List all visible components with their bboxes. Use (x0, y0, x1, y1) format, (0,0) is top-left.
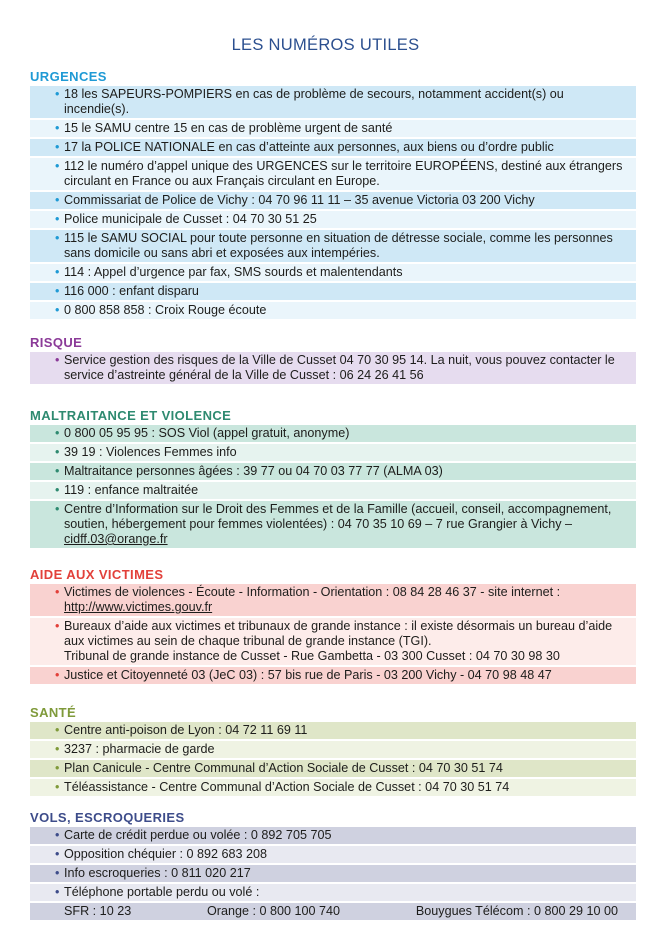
item-text: 39 19 : Violences Femmes info (64, 445, 237, 459)
item-text: Tribunal de grande instance de Cusset - Rue Gambetta - 03 300 Cusset : 04 70 30 98 30 (64, 649, 560, 663)
item-text: Centre d’Information sur le Droit des Femmes et de la Famille (accueil, conseil, accompagnement, soutien, hébergement pour femmes violentées) : 04 70 35 10 69 – 7 rue Grangier à Vichy – (64, 502, 612, 531)
bullet-icon: • (55, 464, 60, 478)
list-aide (30, 584, 636, 684)
section-title-maltraitance: MALTRAITANCE ET VIOLENCE (30, 408, 232, 423)
section-title-aide: AIDE AUX VICTIMES (30, 567, 164, 582)
item-text: Centre anti-poison de Lyon : 04 72 11 69 11 (64, 723, 308, 737)
bullet-icon: • (55, 502, 60, 516)
item-text: 116 000 : enfant disparu (64, 284, 199, 298)
item-text: 112 le numéro d’appel unique des URGENCES sur le territoire EUROPÉENS, destiné aux étrangers circulant en France ou aux Français circulant en Europe. (64, 159, 623, 188)
bullet-icon: • (55, 303, 60, 317)
section-risque (30, 334, 636, 386)
section-title-risque: RISQUE (30, 335, 83, 350)
bullet-icon: • (55, 761, 60, 775)
bullet-icon: • (55, 121, 60, 135)
list-item (30, 264, 636, 281)
victimes-website-link[interactable]: http://www.victimes.gouv.fr (64, 600, 213, 614)
list-item (30, 158, 636, 190)
bullet-icon: • (55, 159, 60, 173)
list-item (30, 120, 636, 137)
bullet-icon: • (55, 866, 60, 880)
bullet-icon: • (55, 231, 60, 245)
list-item (30, 865, 636, 882)
list-item (30, 139, 636, 156)
item-text: 119 : enfance maltraitée (64, 483, 199, 497)
bullet-icon: • (55, 828, 60, 842)
list-item (30, 501, 636, 548)
list-item (30, 211, 636, 228)
bullet-icon: • (55, 585, 60, 599)
item-text: Téléassistance - Centre Communal d’Action Sociale de Cusset : 04 70 30 51 74 (64, 780, 510, 794)
bullet-icon: • (55, 265, 60, 279)
bullet-icon: • (55, 668, 60, 682)
list-urgences (30, 86, 636, 319)
section-title-sante: SANTÉ (30, 705, 77, 720)
list-item (30, 482, 636, 499)
list-item (30, 884, 636, 901)
sfr-number: SFR : 10 23 (64, 904, 132, 918)
page-title: LES NUMÉROS UTILES (231, 36, 420, 54)
bullet-icon: • (55, 847, 60, 861)
item-text: Commissariat de Police de Vichy : 04 70 96 11 11 – 35 avenue Victoria 03 200 Vichy (64, 193, 535, 207)
item-text: Bureaux d’aide aux victimes et tribunaux de grande instance : il existe désormais un bureau d’aide aux victimes au sein de chaque tribunal de grande instance (TGI). (64, 619, 613, 648)
bullet-icon: • (55, 353, 60, 367)
list-item (30, 283, 636, 300)
bullet-icon: • (55, 742, 60, 756)
section-maltraitance (30, 407, 636, 550)
list-item (30, 86, 636, 118)
section-aide-victimes (30, 566, 636, 686)
item-text: Justice et Citoyenneté 03 (JeC 03) : 57 bis rue de Paris - 03 200 Vichy - 04 70 98 48 47 (64, 668, 552, 682)
bullet-icon: • (55, 87, 60, 101)
list-item (30, 230, 636, 262)
item-text: Maltraitance personnes âgées : 39 77 ou 04 70 03 77 77 (ALMA 03) (64, 464, 443, 478)
section-urgences (30, 68, 636, 321)
list-item (30, 444, 636, 461)
list-maltraitance (30, 425, 636, 548)
bullet-icon: • (55, 426, 60, 440)
orange-number: Orange : 0 800 100 740 (207, 904, 341, 918)
item-text: 3237 : pharmacie de garde (64, 742, 215, 756)
section-title-urgences: URGENCES (30, 69, 107, 84)
bullet-icon: • (55, 780, 60, 794)
item-text: Téléphone portable perdu ou volé : (64, 885, 260, 899)
item-text: 115 le SAMU SOCIAL pour toute personne en situation de détresse sociale, comme les personnes sans domicile ou sans abri et exposées aux intempéries. (64, 231, 613, 260)
item-text: 0 800 05 95 95 : SOS Viol (appel gratuit, anonyme) (64, 426, 350, 440)
bullet-icon: • (55, 193, 60, 207)
phone-operators-row (30, 903, 636, 920)
item-text: 18 les SAPEURS-POMPIERS en cas de problème de secours, notamment accident(s) ou incendie(s). (64, 87, 564, 116)
bouygues-number: Bouygues Télécom : 0 800 29 10 00 (415, 904, 618, 918)
section-sante (30, 704, 636, 798)
bullet-icon: • (55, 619, 60, 633)
section-vols (30, 809, 636, 922)
item-text: 114 : Appel d’urgence par fax, SMS sourds et malentendants (64, 265, 403, 279)
list-item (30, 463, 636, 480)
item-text: 15 le SAMU centre 15 en cas de problème urgent de santé (64, 121, 393, 135)
list-item (30, 352, 636, 384)
list-item (30, 302, 636, 319)
list-item (30, 722, 636, 739)
list-item (30, 827, 636, 844)
item-text: Info escroqueries : 0 811 020 217 (64, 866, 251, 880)
list-risque (30, 352, 636, 384)
item-text: Carte de crédit perdue ou volée : 0 892 705 705 (64, 828, 332, 842)
bullet-icon: • (55, 445, 60, 459)
list-item (30, 192, 636, 209)
list-item (30, 760, 636, 777)
item-text: 17 la POLICE NATIONALE en cas d’atteinte aux personnes, aux biens ou d’ordre public (64, 140, 554, 154)
bullet-icon: • (55, 483, 60, 497)
list-vols (30, 827, 636, 920)
bullet-icon: • (55, 284, 60, 298)
item-text: Service gestion des risques de la Ville de Cusset 04 70 30 95 14. La nuit, vous pouvez contacter le service d’astreinte général de la Ville de Cusset : 06 24 26 41 56 (64, 353, 615, 382)
item-text: Plan Canicule - Centre Communal d’Action Sociale de Cusset : 04 70 30 51 74 (64, 761, 503, 775)
bullet-icon: • (55, 885, 60, 899)
list-item (30, 584, 636, 616)
list-item (30, 779, 636, 796)
list-sante (30, 722, 636, 796)
item-text: 0 800 858 858 : Croix Rouge écoute (64, 303, 267, 317)
list-item (30, 667, 636, 684)
bullet-icon: • (55, 723, 60, 737)
item-text: Victimes de violences - Écoute - Information - Orientation : 08 84 28 46 37 - site internet : (64, 585, 561, 599)
section-title-vols: VOLS, ESCROQUERIES (30, 810, 185, 825)
bullet-icon: • (55, 140, 60, 154)
item-text: Opposition chéquier : 0 892 683 208 (64, 847, 268, 861)
item-text: Police municipale de Cusset : 04 70 30 51 25 (64, 212, 317, 226)
list-item (30, 425, 636, 442)
list-item (30, 741, 636, 758)
list-item (30, 846, 636, 863)
cidff-email-link[interactable]: cidff.03@orange.fr (64, 532, 168, 546)
bullet-icon: • (55, 212, 60, 226)
list-item (30, 618, 636, 665)
